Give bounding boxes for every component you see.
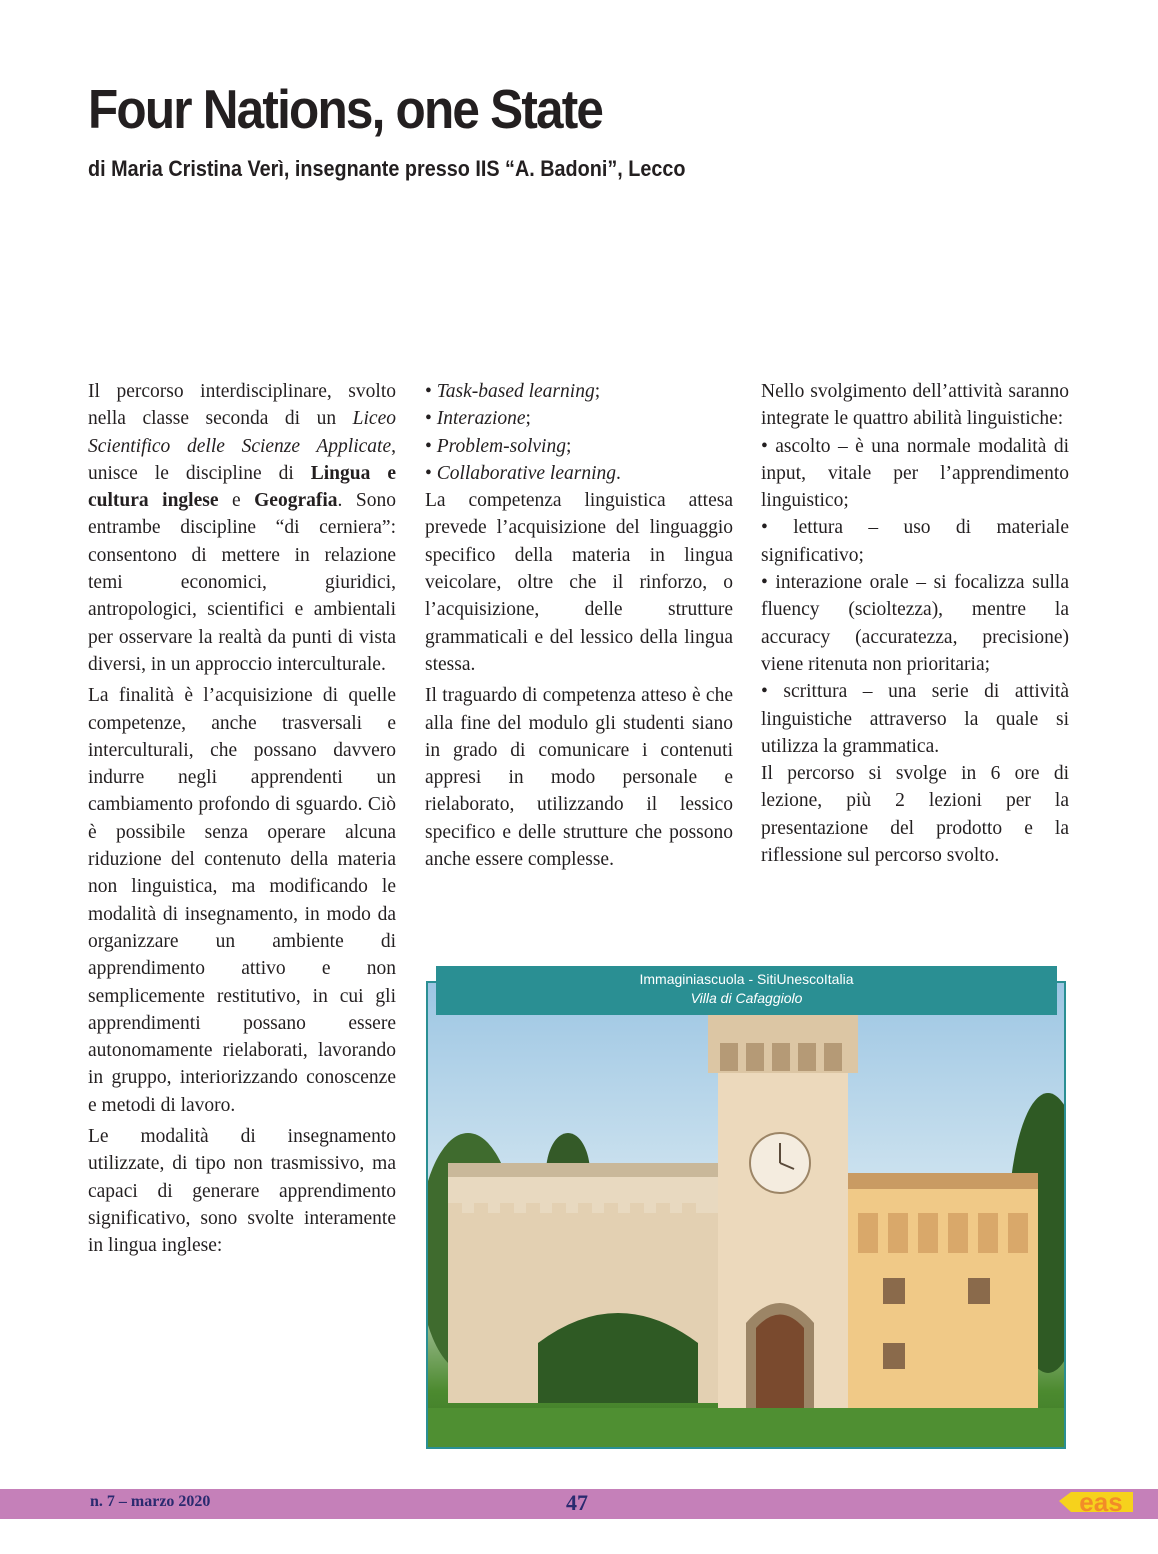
caption-title: Villa di Cafaggiolo	[690, 990, 803, 1006]
article-title: Four Nations, one State	[88, 78, 603, 140]
villa-illustration	[428, 983, 1064, 1447]
subject-geography: Geografia	[254, 490, 338, 512]
eas-logo	[1055, 1484, 1133, 1518]
article-byline: di Maria Cristina Verì, insegnante presso IIS “A. Badoni”, Lecco	[88, 156, 686, 181]
photo-caption	[436, 966, 1057, 1015]
skill-item-speaking: • interazione orale – si focalizza sulla fluency (scioltezza), mentre la accuracy (accuratezza, precisione) viene ritenuta non prioritaria;	[761, 572, 1069, 675]
school-type: Liceo Scientifico delle Scienze Applicate	[88, 408, 396, 457]
paragraph-schedule: Il percorso si svolge in 6 ore di lezione, più 2 lezioni per la presentazione del prodotto e la riflessione sul percorso svolto.	[761, 763, 1069, 867]
text-column-3	[761, 378, 1069, 869]
paragraph-purpose: La finalità è l’acquisizione di quelle competenze, anche trasversali e interculturali, che possano davvero indurre negli apprendenti un cambiamento profondo di sguardo. Ciò è possibile senza operare alcuna riduzione del contenuto della materia non linguistica, ma modificando le modalità di insegnamento, in modo da organizzare un ambiente di apprendimento attivo e non semplicemente restitutivo, in cui gli apprendimenti possano essere autonomamente rielaborati, lavorando in gruppo, interiorizzando conoscenze e metodi di lavoro.	[88, 685, 396, 1116]
subject-english: Lingua e cultura inglese	[88, 462, 396, 512]
villa-photo	[426, 981, 1066, 1449]
skill-item-reading: • lettura – uso di materiale significativo;	[761, 517, 1069, 566]
paragraph-intro: Il percorso interdisciplinare, svolto nella classe seconda di un Liceo Scientifico delle Scienze Applicate, unisce le discipline di Lingua e cultura inglese e Geografia. Sono entrambe discipline “di cerniera”: consentono di mettere in relazione temi economici, giuridici, antropologici, scientifici e ambientali per osservare la realtà da punti di vista diversi, in un approccio interculturale.	[88, 381, 396, 675]
list-item: • Problem-solving;	[425, 435, 572, 457]
paragraph-methods: Le modalità di insegnamento utilizzate, di tipo non trasmissivo, ma capaci di generare apprendimento significativo, sono svolte interamente in lingua inglese:	[88, 1126, 396, 1257]
footer-issue: n. 7 – marzo 2020	[90, 1493, 211, 1510]
paragraph-goal: Il traguardo di competenza atteso è che alla fine del modulo gli studenti siano in grado di comunicare i contenuti appresi in modo personale e rielaborato, utilizzando il lessico specifico e delle strutture che possono anche essere complesse.	[425, 685, 733, 871]
skill-item-listening: • ascolto – è una normale modalità di input, vitale per l’apprendimento linguistico;	[761, 435, 1069, 512]
text-column-1	[88, 378, 396, 1260]
paragraph-language-competence: La competenza linguistica attesa prevede l’acquisizione del linguaggio specifico della materia in lingua veicolare, oltre che il rinforzo, o l’acquisizione, delle strutture grammaticali e del lessico della lingua stessa.	[425, 490, 733, 675]
skill-item-writing: • scrittura – una serie di attività linguistiche attraverso la quale si utilizza la grammatica.	[761, 681, 1069, 757]
logo-text: eas	[1079, 1487, 1123, 1517]
page-number: 47	[566, 1490, 588, 1515]
list-item: • Interazione;	[425, 408, 531, 430]
paragraph-skills-intro: Nello svolgimento dell’attività saranno integrate le quattro abilità linguistiche:	[761, 381, 1069, 430]
methods-list	[425, 378, 733, 487]
caption-source: Immaginiascuola - SitiUnescoItalia	[639, 971, 854, 987]
list-item: • Collaborative learning.	[425, 462, 621, 484]
text-column-2	[425, 378, 733, 873]
list-item: • Task-based learning;	[425, 381, 601, 402]
